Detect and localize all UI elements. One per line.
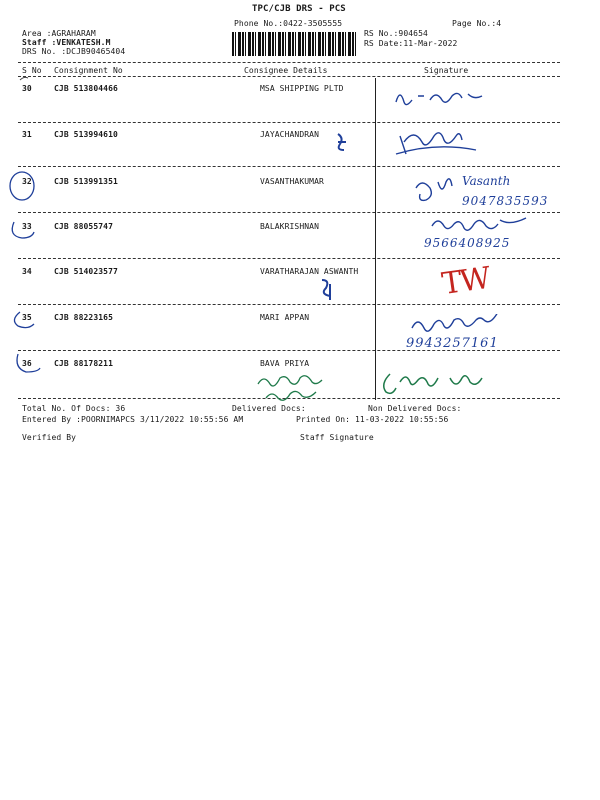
entered-by: Entered By :POORNIMAPCS 3/11/2022 10:55:56 AM [22,415,244,424]
col-consignment: Consignment No [54,66,123,75]
row-sno: 34 [22,267,32,276]
row-consignee: MSA SHIPPING PLTD [260,84,344,93]
verified-by: Verified By [22,433,77,442]
handwritten-tw-34: TW [439,260,492,303]
page-number: Page No.:4 [452,19,502,28]
signature-row-34 [318,276,338,306]
row-sno: 33 [22,222,32,231]
row-consignment: CJB 513991351 [54,177,118,186]
signature-row-35 [408,314,528,338]
non-delivered-docs: Non Delivered Docs: [368,404,462,413]
staff-label: Staff :VENKATESH.M [22,38,111,47]
signature-row-33 [430,214,550,234]
rs-number: RS No.:904654 [364,29,428,38]
row-consignee: VARATHARAJAN ASWANTH [260,267,359,276]
signature-row-36 [254,364,534,404]
row-consignment: CJB 513994610 [54,130,118,139]
signature-row-30 [390,82,500,112]
row-consignee: MARI APPAN [260,313,310,322]
printed-on: Printed On: 11-03-2022 10:55:56 [296,415,449,424]
row-consignee: JAYACHANDRAN [260,130,319,139]
row-consignment: CJB 88055747 [54,222,113,231]
row-consignee: BALAKRISHNAN [260,222,319,231]
row-consignment: CJB 513804466 [54,84,118,93]
area-label: Area :AGRAHARAM [22,29,96,38]
col-signature: Signature [424,66,469,75]
row-sno: 31 [22,130,32,139]
drs-number: DRS No. :DCJB90465404 [22,47,126,56]
row-consignee: BAVA PRIYA [260,359,310,368]
col-consignee: Consignee Details [244,66,328,75]
col-sno: S No [22,66,42,75]
total-docs: Total No. Of Docs: 36 [22,404,126,413]
row-consignee: VASANTHAKUMAR [260,177,324,186]
row-consignment: CJB 514023577 [54,267,118,276]
row-sno: 35 [22,313,32,322]
delivered-docs: Delivered Docs: [232,404,306,413]
handwritten-phone-32: 9047835593 [462,194,549,208]
handwritten-phone-35: 9943257161 [406,336,499,351]
signature-row-31 [334,128,514,162]
handwritten-phone-33: 9566408925 [424,236,511,250]
document-title: TPC/CJB DRS - PCS [252,4,346,14]
row-sno: 36 [22,359,32,368]
handwritten-name-32: Vasanth [462,174,511,188]
row-sno: 30 [22,84,32,93]
staff-signature: Staff Signature [300,433,374,442]
row-consignment: CJB 88178211 [54,359,113,368]
row-sno: 32 [22,177,32,186]
rs-date: RS Date:11-Mar-2022 [364,39,458,48]
phone-number: Phone No.:0422-3505555 [234,19,343,28]
row-consignment: CJB 88223165 [54,313,113,322]
